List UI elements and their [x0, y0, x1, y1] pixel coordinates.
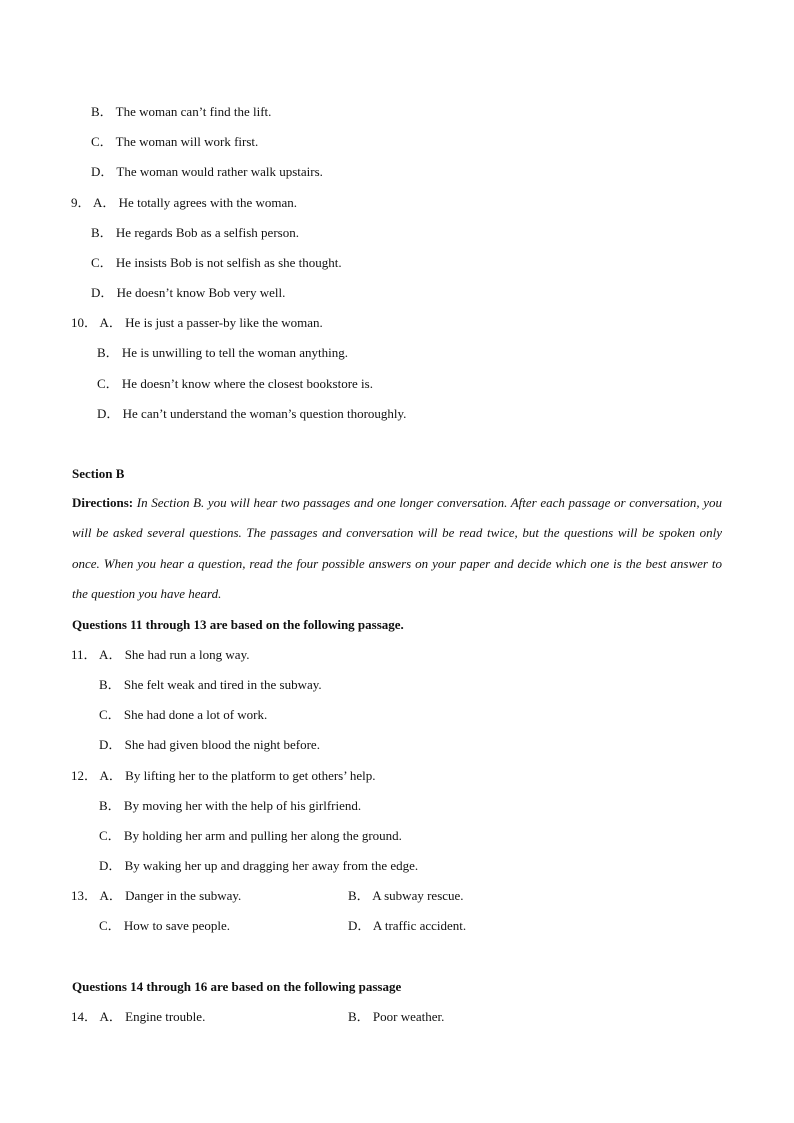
- q13-option-d: D． A traffic accident.: [348, 918, 467, 933]
- q12-option-a: 12． A． By lifting her to the platform to get others’ help.: [71, 768, 376, 783]
- q8-option-b: B． The woman can’t find the lift.: [91, 104, 272, 119]
- q11-option-d: D． She had given blood the night before.: [99, 737, 320, 752]
- q13-option-c: C． How to save people.: [99, 918, 231, 933]
- group1-heading: Questions 11 through 13 are based on the following passage.: [72, 617, 404, 632]
- q14-option-a: 14． A． Engine trouble.: [71, 1009, 206, 1024]
- q12-option-d: D． By waking her up and dragging her away from the edge.: [99, 858, 419, 873]
- q9-option-a: 9． A． He totally agrees with the woman.: [71, 195, 298, 210]
- q9-option-b: B． He regards Bob as a selfish person.: [91, 225, 299, 240]
- q12-option-c: C． By holding her arm and pulling her along the ground.: [99, 828, 402, 843]
- q11-option-b: B． She felt weak and tired in the subway.: [99, 677, 322, 692]
- q12-option-b: B． By moving her with the help of his girlfriend.: [99, 798, 362, 813]
- q11-option-c: C． She had done a lot of work.: [99, 707, 268, 722]
- group2-heading: Questions 14 through 16 are based on the following passage: [72, 979, 402, 994]
- q10-option-c: C． He doesn’t know where the closest bookstore is.: [97, 376, 373, 391]
- q11-option-a: 11． A． She had run a long way.: [71, 647, 250, 662]
- q8-option-c: C． The woman will work first.: [91, 134, 259, 149]
- q8-option-d: D． The woman would rather walk upstairs.: [91, 164, 323, 179]
- directions-text: In Section B. you will hear two passages and one longer conversation. After each passage or conversation, you will be asked several questions. The passages and conversation will be read twice, but the questions will be spoken only once. When you hear a question, read the four possible answers on your paper and decide which one is the best answer to the question you have heard.: [72, 495, 722, 601]
- q13-option-b: B． A subway rescue.: [348, 888, 464, 903]
- q13-option-a: 13． A． Danger in the subway.: [71, 888, 242, 903]
- q10-option-b: B． He is unwilling to tell the woman anything.: [97, 345, 348, 360]
- q9-option-d: D． He doesn’t know Bob very well.: [91, 285, 286, 300]
- directions-paragraph: [72, 488, 722, 609]
- q10-option-d: D． He can’t understand the woman’s question thoroughly.: [97, 406, 407, 421]
- q9-option-c: C． He insists Bob is not selfish as she thought.: [91, 255, 342, 270]
- q10-option-a: 10． A． He is just a passer-by like the woman.: [71, 315, 323, 330]
- section-b-title: Section B: [72, 466, 125, 481]
- q14-option-b: B． Poor weather.: [348, 1009, 445, 1024]
- directions-label: Directions:: [72, 495, 134, 510]
